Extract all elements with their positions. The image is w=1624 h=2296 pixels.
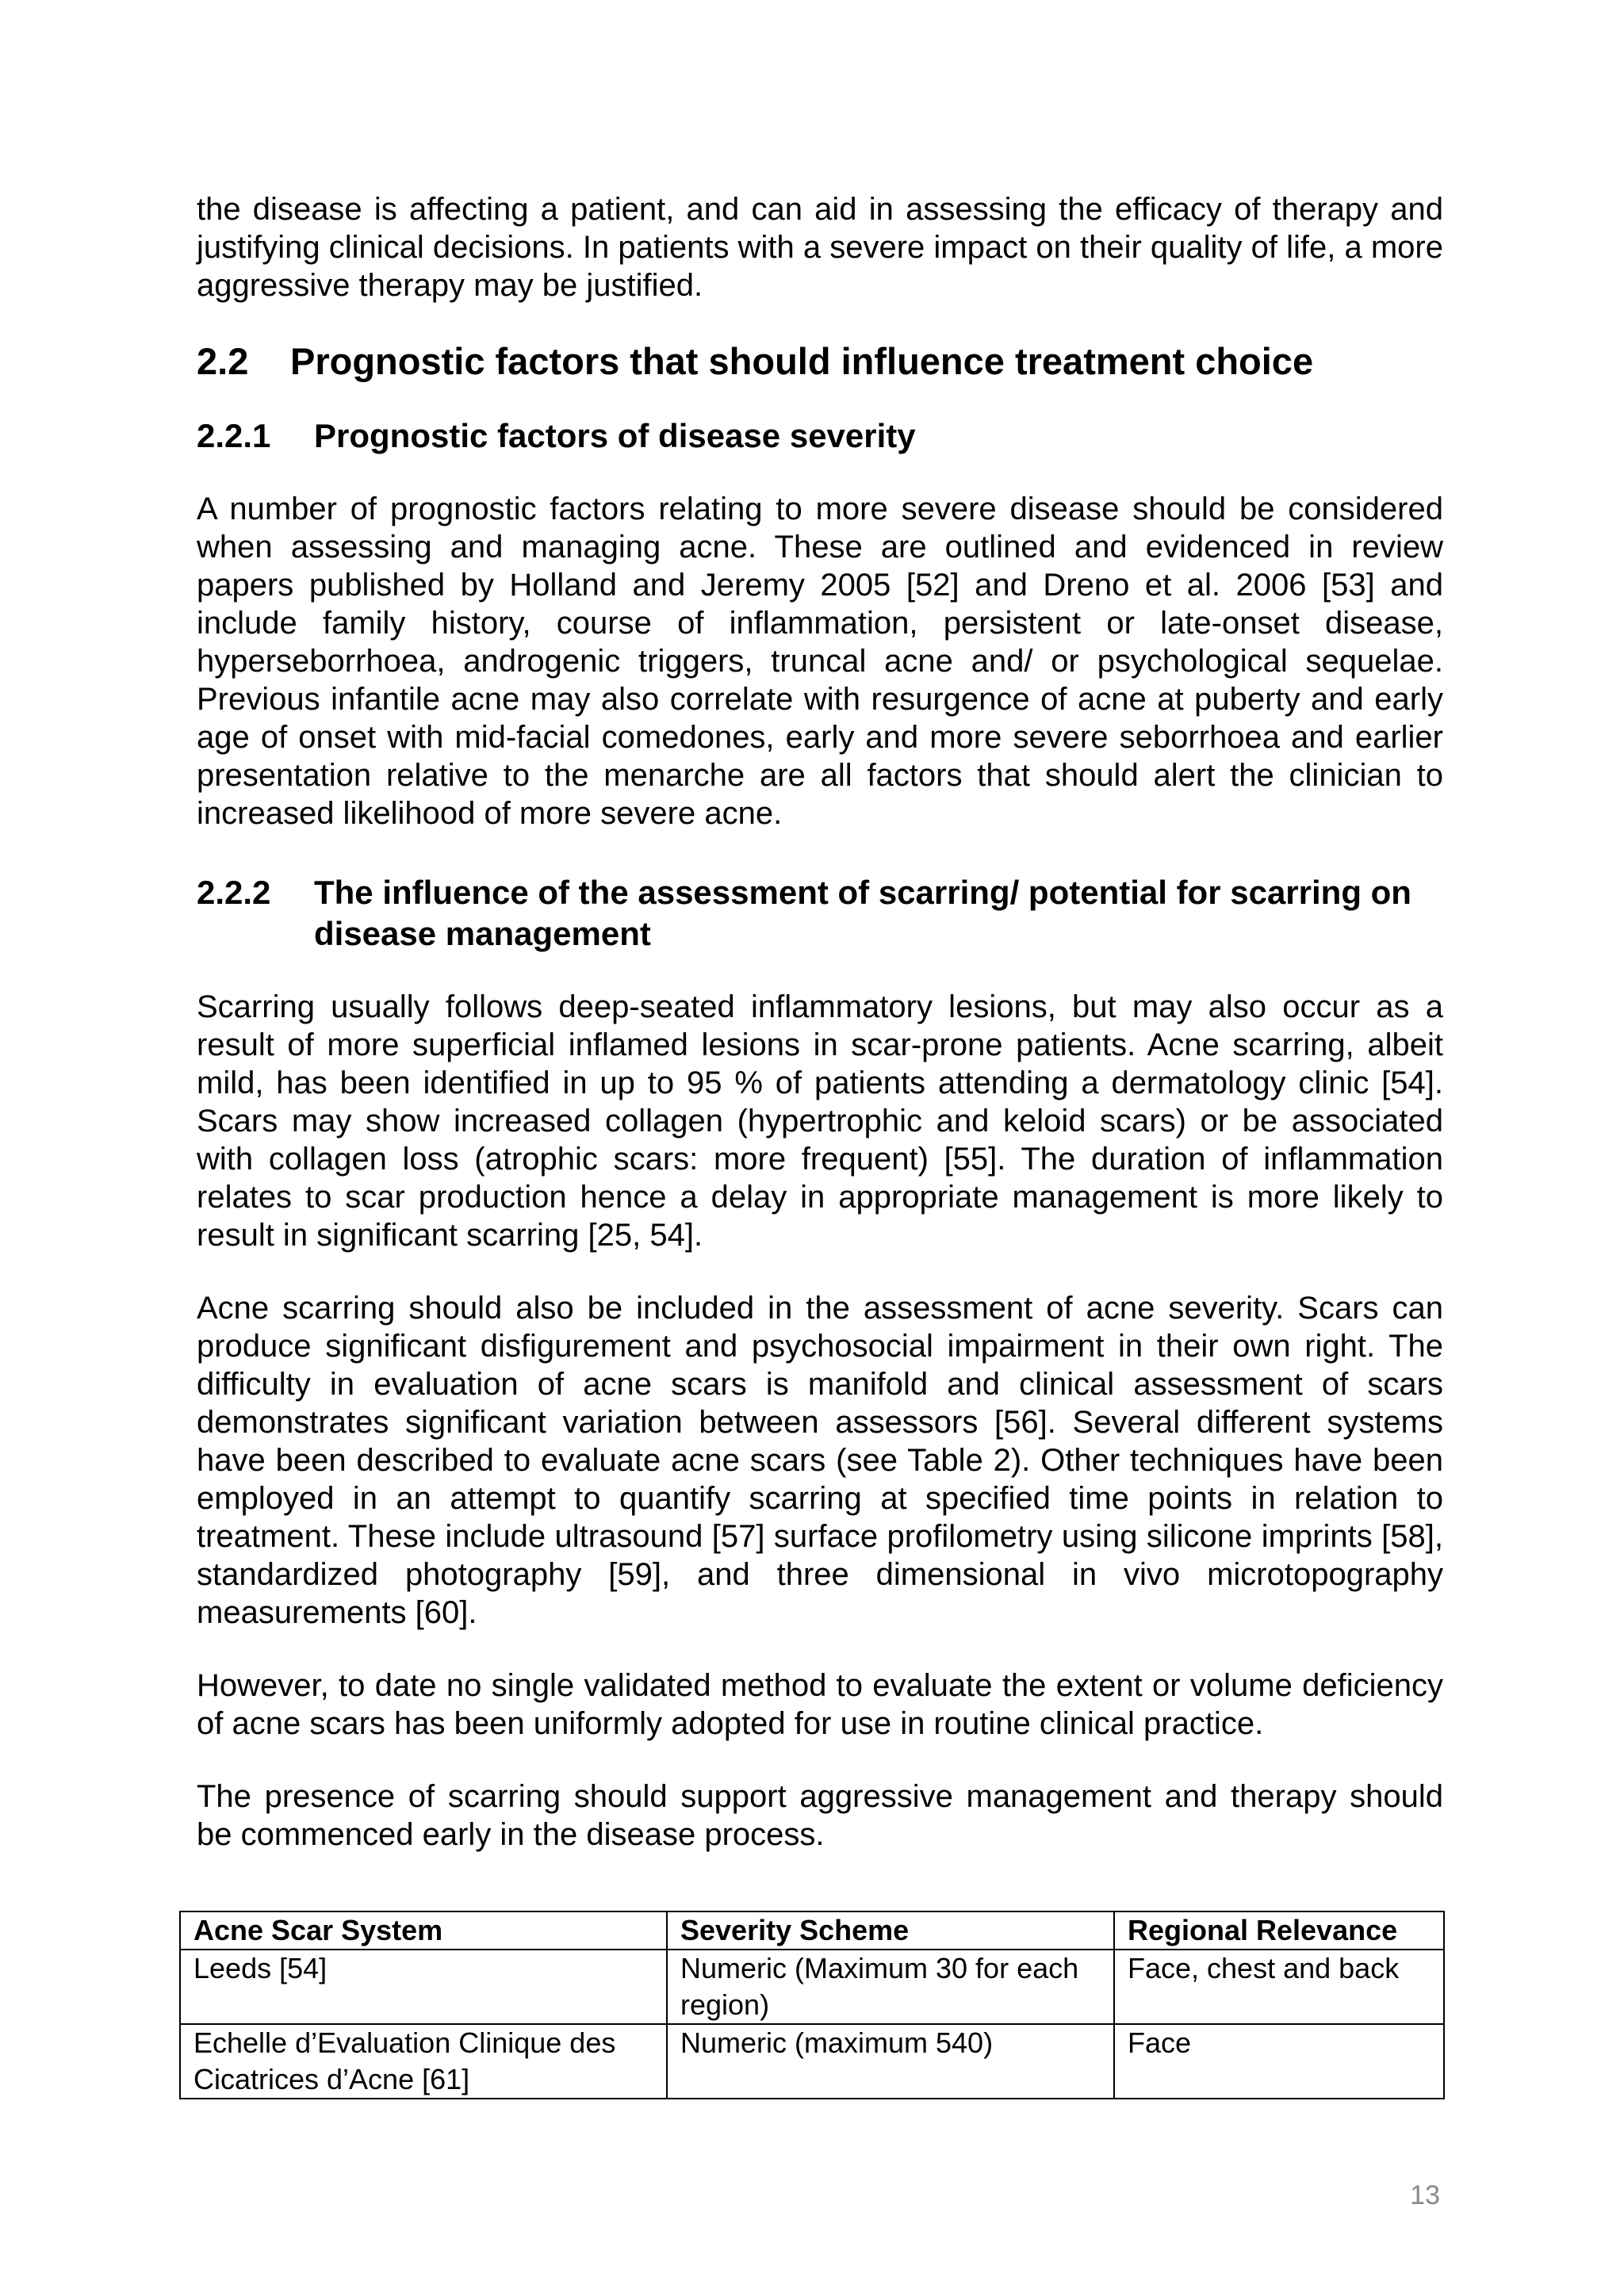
table-header-cell: Regional Relevance [1114,1911,1444,1950]
section-title: Prognostic factors that should influence treatment choice [290,340,1314,382]
section-heading-2-2 [197,339,1443,384]
table-header-row [180,1911,1444,1950]
prognostic-factors-paragraph: A number of prognostic factors relating to more severe disease should be considered when assessing and managing acne. These are outlined and evidenced in review papers published by Holland and Jeremy 2005 [52] and Dreno et al. 2006 [53] and include family history, course of inflammation, persistent or late-onset disease, hyperseborrhoea, androgenic triggers, truncal acne and/ or psychological sequelae. Previous infantile acne may also correlate with resurgence of acne at puberty and early age of onset with mid-facial comedones, early and more severe seborrhoea and earlier presentation relative to the menarche are all factors that should alert the clinician to increased likelihood of more severe acne. [197,492,1443,831]
subsection-title: Prognostic factors of disease severity [314,417,916,454]
subsection-title: The influence of the assessment of scarring/ potential for scarring on disease management [314,874,1411,952]
subsection-heading-2-2-1 [197,415,1443,457]
intro-paragraph: the disease is affecting a patient, and can aid in assessing the efficacy of therapy and justifying clinical decisions. In patients with a severe impact on their quality of life, a more aggressive therapy may be justified. [197,192,1443,303]
table-header-cell: Acne Scar System [180,1911,667,1950]
table-cell: Numeric (maximum 540) [667,2024,1114,2099]
scarring-paragraph-4: The presence of scarring should support aggressive management and therapy should be commenced early in the disease process. [197,1779,1443,1852]
table-cell: Face [1114,2024,1444,2099]
document-page [197,190,1443,1854]
scarring-paragraph-3: However, to date no single validated method to evaluate the extent or volume deficiency of acne scars has been uniformly adopted for use in routine clinical practice. [197,1668,1443,1741]
table-cell: Leeds [54] [180,1950,667,2024]
scarring-paragraph-2: Acne scarring should also be included in the assessment of acne severity. Scars can produce significant disfigurement and psychosocial impairment in their own right. The difficulty in evaluation of acne scars is manifold and clinical assessment of scars demonstrates significant variation between assessors [56]. Several different systems have been described to evaluate acne scars (see Table 2). Other techniques have been employed in an attempt to quantify scarring at specified time points in relation to treatment. These include ultrasound [57] surface profilometry using silicone imprints [58], standardized photography [59], and three dimensional in vivo microtopography measurements [60]. [197,1291,1443,1630]
subsection-number: 2.2.1 [197,417,271,454]
subsection-heading-2-2-2 [197,872,1443,955]
scarring-paragraph-1: Scarring usually follows deep-seated inflammatory lesions, but may also occur as a result of more superficial inflamed lesions in scar-prone patients. Acne scarring, albeit mild, has been identified in up to 95 % of patients attending a dermatology clinic [54]. Scars may show increased collagen (hypertrophic and keloid scars) or be associated with collagen loss (atrophic scars: more frequent) [55]. The duration of inflammation relates to scar production hence a delay in appropriate management is more likely to result in significant scarring [25, 54]. [197,989,1443,1253]
page-number: 13 [1410,2180,1440,2210]
table-cell: Numeric (Maximum 30 for each region) [667,1950,1114,2024]
acne-scar-systems-table [179,1911,1445,2099]
table-cell: Echelle d’Evaluation Clinique des Cicatrices d’Acne [61] [180,2024,667,2099]
table-header-cell: Severity Scheme [667,1911,1114,1950]
table-cell: Face, chest and back [1114,1950,1444,2024]
section-number: 2.2 [197,340,249,382]
table-row [180,1950,1444,2024]
table-row [180,2024,1444,2099]
subsection-number: 2.2.2 [197,874,271,911]
